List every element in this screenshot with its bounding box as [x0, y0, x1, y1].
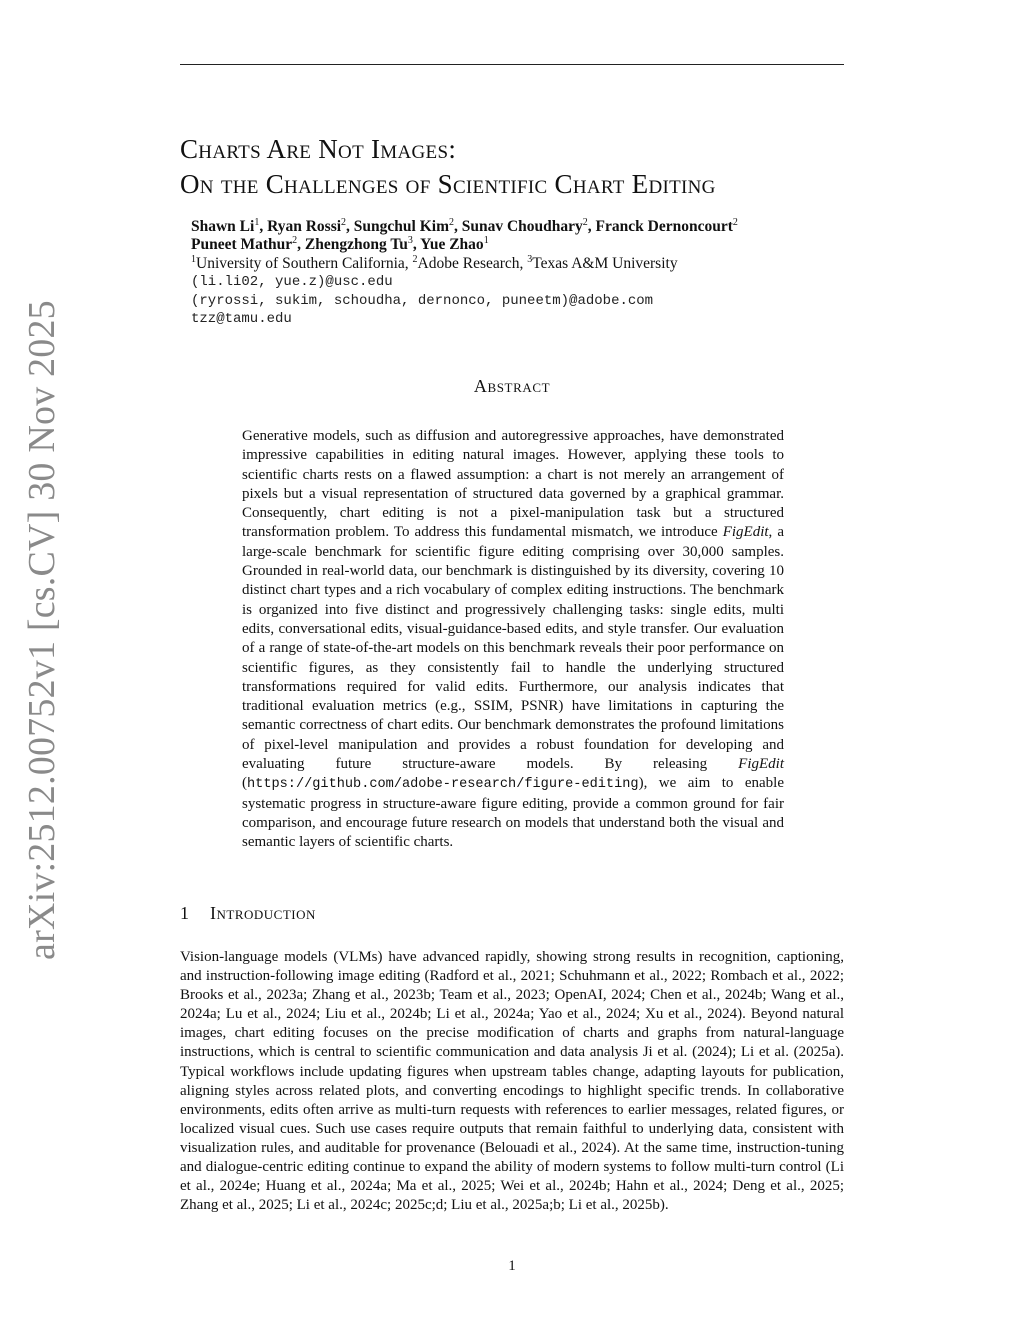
affiliation-tamu: Texas A&M University	[532, 255, 678, 272]
affiliation-mark: 2	[341, 217, 347, 228]
affiliation-mark: 2	[582, 217, 588, 228]
author-name: Ryan Rossi	[267, 218, 342, 235]
author-emails	[191, 273, 851, 329]
author-name: Zhengzhong Tu	[304, 236, 408, 253]
author-name: Sungchul Kim	[353, 218, 449, 235]
author-name: Franck Dernoncourt	[595, 218, 733, 235]
affiliations	[191, 255, 851, 273]
email-line: (ryrossi, sukim, schoudha, dernonco, puneetm)@adobe.com	[191, 292, 654, 309]
author-name: Shawn Li	[191, 218, 255, 235]
benchmark-name: FigEdit	[738, 756, 784, 773]
introduction-paragraph: Vision-language models (VLMs) have advanced rapidly, showing strong results in recognition, captioning, and instruction-following image editing (Radford et al., 2021; Schuhmann et al., 2022; Rombach et al., 2022; Brooks et al., 2023a; Zhang et al., 2023b; Team et al., 2023; OpenAI, 2024; Chen et al., 2024b; Wang et al., 2024a; Lu et al., 2024; Liu et al., 2024b; Li et al., 2024a; Yao et al., 2024; Xu et al., 2024). Beyond natural images, chart editing focuses on the precise modification of charts and graphs from natural-language instructions, which is central to scientific communication and data analysis Ji et al. (2024); Li et al. (2025a). Typical workflows include updating figures when upstream tables change, adapting layouts for publication, aligning styles across related plots, and converting encodings to highlight specific trends. In collaborative environments, edits often arrive as multi-turn requests with references to earlier messages, related figures, or localized visual cues. Such use cases require outputs that remain faithful to underlying data, consistent with visualization rules, and auditable for provenance (Belouadi et al., 2024). At the same time, instruction-tuning and dialogue-centric editing continue to expand the ability of modern systems to follow multi-turn control (Li et al., 2024e; Huang et al., 2024a; Ma et al., 2025; Wei et al., 2024b; Hahn et al., 2024; Deng et al., 2025; Zhang et al., 2025; Li et al., 2024c; 2025c;d; Liu et al., 2025a;b; Li et al., 2025b).	[180, 949, 844, 1214]
repository-link[interactable]: https://github.com/adobe-research/figure-editing	[247, 777, 639, 793]
arxiv-identifier: arXiv:2512.00752v1 [cs.CV] 30 Nov 2025	[21, 300, 63, 960]
affiliation-mark: 1	[254, 217, 260, 228]
section-title: Introduction	[210, 903, 316, 923]
paper-title	[180, 132, 880, 202]
author-name: Puneet Mathur	[191, 236, 293, 253]
abstract-text: , a large-scale benchmark for scientific figure editing comprising over 30,000 samples. Grounded in real-world data, our benchmark is distinguished by its diversity, covering 10 distinct chart types and a rich vocabulary of complex editing instructions. The benchmark is organized into five distinct and progressively challenging tasks: single edits, multi edits, conversational edits, visual-guidance-based edits, and style transfer. Our evaluation of a range of state-of-the-art models on this benchmark reveals their poor performance on scientific figures, as they consistently fail to handle the underlying structured transformations required for valid edits. Furthermore, our analysis indicates that traditional evaluation metrics (e.g., SSIM, PSNR) have limitations in capturing the semantic correctness of chart edits. Our benchmark demonstrates the profound limitations of pixel-level manipulation and provides a robust foundation for developing and evaluating future structure-aware models. By releasing	[242, 524, 784, 773]
affiliation-mark: 2	[292, 235, 298, 246]
abstract-paragraph	[242, 427, 784, 853]
author-line-2: Puneet Mathur$^2$, Zhengzhong Tu$^3$, Yue Zhao$^1$	[191, 235, 489, 253]
abstract-text: (	[242, 775, 247, 792]
affiliation-mark: 3	[527, 254, 533, 265]
affiliation-usc: University of Southern California,	[196, 255, 409, 272]
section-heading-introduction	[180, 903, 316, 924]
benchmark-name: FigEdit	[722, 524, 769, 541]
introduction-body	[180, 948, 844, 1215]
author-name: Yue Zhao	[420, 236, 484, 253]
affiliation-mark: 2	[732, 217, 738, 228]
affiliation-mark: 2	[412, 254, 418, 265]
page-number: 1	[508, 1258, 516, 1274]
email-line: tzz@tamu.edu	[191, 311, 292, 328]
abstract-text: Generative models, such as diffusion and autoregressive approaches, have demonstrated impressive capabilities in editing natural images. However, applying these tools to scientific charts rests on a flawed assumption: a chart is not merely an arrangement of pixels but a visual representation of structured data governed by a graphical grammar. Consequently, chart editing is not a pixel-manipulation task but a structured transformation problem. To address this fundamental mismatch, we introduce	[242, 428, 784, 541]
affiliation-mark: 1	[191, 254, 196, 265]
abstract-body	[242, 427, 784, 853]
title-line-2: On the Challenges of Scientific Chart Editing	[180, 169, 716, 199]
email-line: (li.li02, yue.z)@usc.edu	[191, 274, 393, 290]
title-line-1: Charts Are Not Images:	[180, 134, 457, 164]
author-line-1: Shawn Li$^1$, Ryan Rossi$^2$, Sungchul Kim$^2$, Sunav Choudhary$^2$, Franck Dernoncourt$^2$	[191, 217, 738, 235]
abstract-text: ), we aim to enable systematic progress in structure-aware figure editing, provide a common ground for fair comparison, and encourage future research on models that understand both the visual and semantic layers of scientific charts.	[242, 775, 784, 851]
abstract-heading: Abstract	[473, 376, 551, 396]
author-name: Sunav Choudhary	[461, 218, 583, 235]
top-rule	[180, 64, 844, 65]
affiliation-mark: 1	[483, 235, 489, 246]
affiliation-mark: 3	[407, 235, 413, 246]
affiliation-mark: 2	[448, 217, 454, 228]
section-number: 1	[180, 903, 190, 923]
author-list	[191, 218, 851, 254]
affiliation-adobe: Adobe Research,	[417, 255, 524, 272]
